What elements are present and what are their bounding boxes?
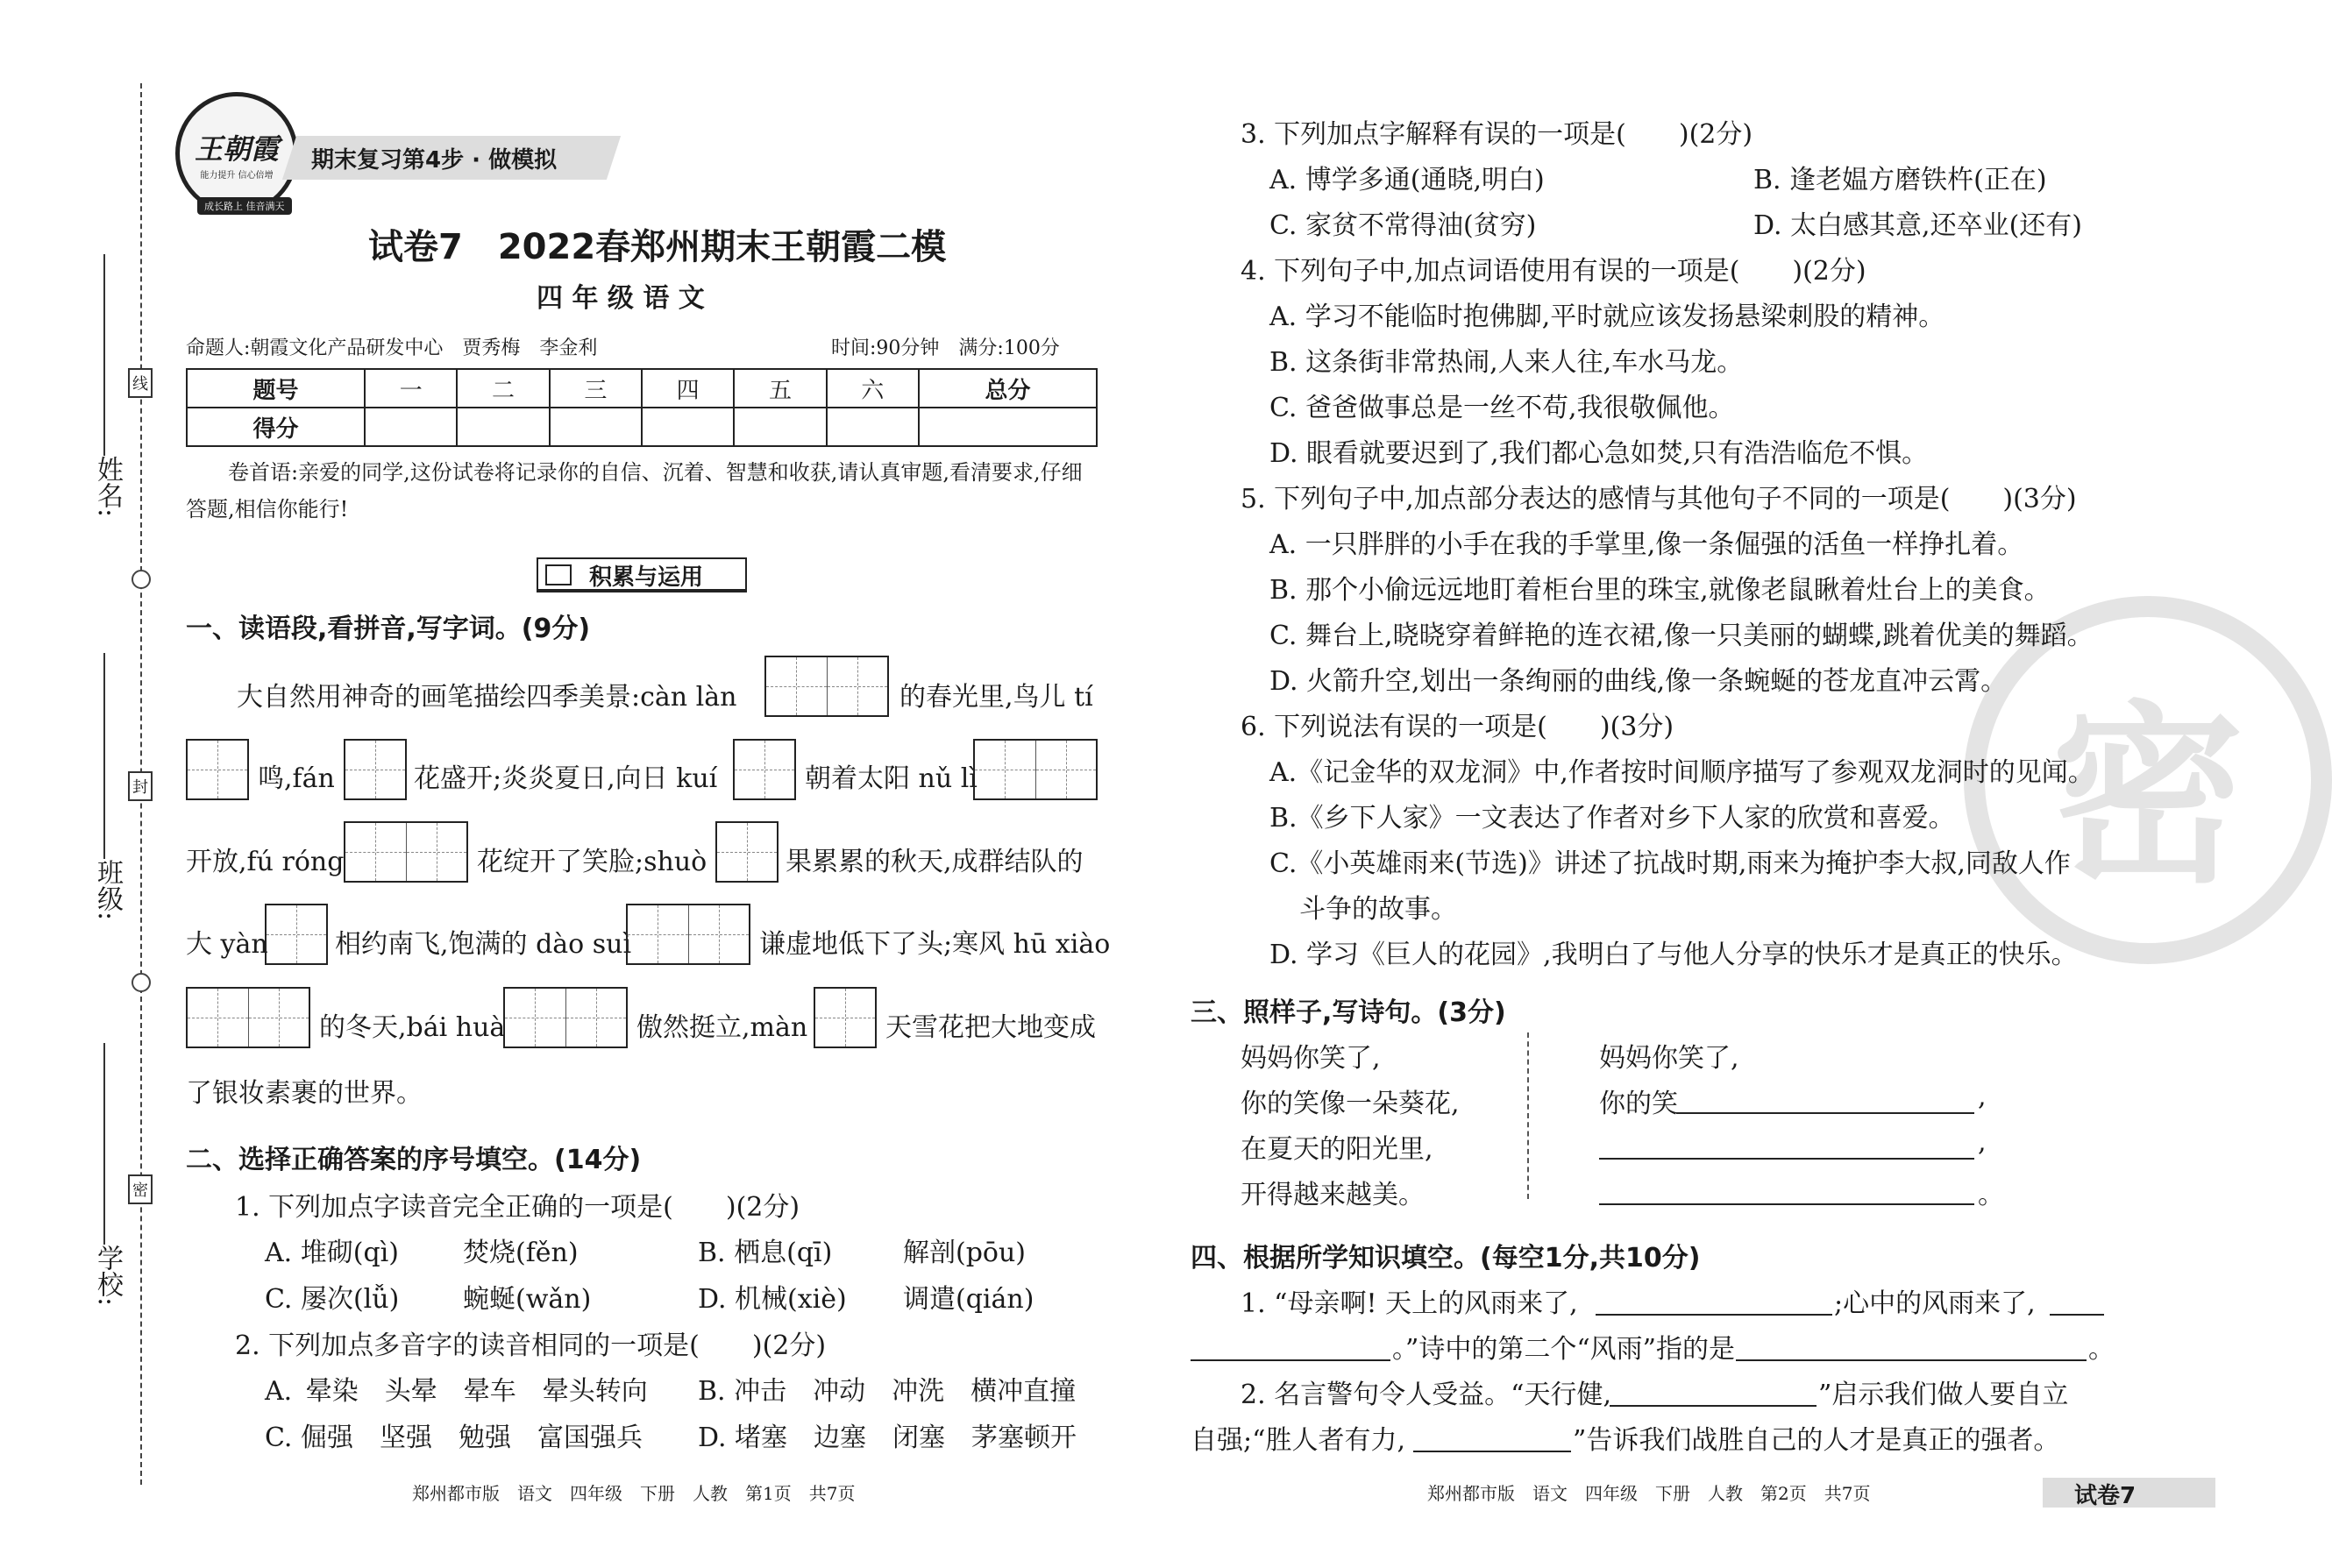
q4-line4a: 自强;“胜人者有力, [1191, 1425, 1405, 1456]
score-cell[interactable] [734, 408, 826, 446]
score-cell[interactable] [827, 408, 919, 446]
q3-poem-line2: 你的笑像一朵葵花, [1241, 1089, 1460, 1119]
q2-s1-d1: D. 机械(xiè) [698, 1284, 847, 1315]
q3-poem-line3: 在夏天的阳光里, [1241, 1134, 1433, 1165]
q2-s2-d: D. 堵塞 边塞 闭塞 茅塞顿开 [698, 1423, 1077, 1453]
logo-sub: 能力提升 信心倍增 [200, 170, 274, 181]
answer-grid[interactable] [626, 904, 750, 965]
school-field-line [103, 1043, 105, 1245]
confidential-watermark: 密 [1964, 596, 2332, 964]
score-header: 三 [550, 369, 642, 408]
q1-line6: 了银妆素裹的世界。 [186, 1078, 423, 1109]
q2-s6: 6. 下列说法有误的一项是( )(3分) [1241, 712, 1674, 742]
q2-s1: 1. 下列加点字读音完全正确的一项是( )(2分) [235, 1192, 800, 1223]
binding-hole-icon [132, 570, 151, 589]
q2-s3: 3. 下列加点字解释有误的一项是( )(2分) [1241, 119, 1753, 150]
intro-text: 卷首语:亲爱的同学,这份试卷将记录你的自信、沉着、智慧和收获,请认真审题,看清要求,仔细答题,相信你能行! [186, 460, 1083, 521]
q2-s1-b1: B. 栖息(qī) [698, 1238, 833, 1268]
q2-s1-c2: 蜿蜒(wǎn) [463, 1284, 592, 1315]
q2-s1-a2: 焚烧(fěn) [463, 1238, 579, 1268]
score-header: 五 [734, 369, 826, 408]
q2-s6-a: A.《记金华的双龙洞》中,作者按时间顺序描写了参观双龙洞时的见闻。 [1269, 757, 2094, 788]
answer-grid[interactable] [503, 987, 628, 1048]
authors: 命题人:朝霞文化产品研发中心 贾秀梅 李金利 [186, 337, 598, 359]
logo-text: 王朝霞 [194, 131, 279, 166]
page-subtitle: 四 年 级 语 文 [537, 283, 705, 314]
answer-grid[interactable] [814, 987, 877, 1048]
score-cell[interactable] [919, 408, 1097, 446]
q4-blank[interactable] [1191, 1330, 1390, 1361]
q4-line1b: ;心中的风雨来了, [1834, 1288, 2036, 1319]
q2-s2-b: B. 冲击 冲动 冲洗 横冲直撞 [698, 1376, 1077, 1407]
q1-line1b: 的春光里,鸟儿 tí [899, 682, 1093, 713]
score-header: 总分 [919, 369, 1097, 408]
q2-s1-b2: 解剖(pōu) [903, 1238, 1026, 1268]
q2-s5-a: A. 一只胖胖的小手在我的手掌里,像一条倔强的活鱼一样挣扎着。 [1269, 529, 2024, 560]
q3-comma: , [1978, 1082, 1987, 1112]
score-header: 一 [365, 369, 457, 408]
q2-s6-d: D. 学习《巨人的花园》,我明白了与他人分享的快乐才是真正的快乐。 [1269, 940, 2078, 970]
q2-s5: 5. 下列句子中,加点部分表达的感情与其他句子不同的一项是( )(3分) [1241, 484, 2077, 514]
q2-s1-c1: C. 屡次(lǚ) [265, 1284, 400, 1315]
answer-grid[interactable] [764, 656, 889, 717]
q2-s4-d: D. 眼看就要迟到了,我们都心急如焚,只有浩浩临危不惧。 [1269, 438, 1929, 469]
q2-s5-c: C. 舞台上,晓晓穿着鲜艳的连衣裙,像一只美丽的蝴蝶,跳着优美的舞蹈。 [1269, 621, 2094, 651]
q3-poem-line1: 妈妈你笑了, [1241, 1043, 1381, 1074]
school-label: 学校: [92, 1245, 123, 1307]
q4-line4b: ”告诉我们战胜自己的人才是真正的强者。 [1573, 1425, 2060, 1456]
answer-grid[interactable] [186, 987, 310, 1048]
name-field-line [103, 254, 105, 456]
footer-left: 郑州都市版 语文 四年级 下册 人教 第1页 共7页 [412, 1483, 856, 1504]
q1-line3c: 果累累的秋天,成群结队的 [786, 847, 1084, 877]
q1-line4b: 相约南飞,饱满的 dào suì [335, 929, 632, 960]
q2-s3-c: C. 家贫不常得油(贫穷) [1269, 210, 1537, 241]
q4-blank[interactable] [2050, 1285, 2104, 1316]
answer-grid[interactable] [344, 739, 407, 800]
q2-s4: 4. 下列句子中,加点词语使用有误的一项是( )(2分) [1241, 256, 1866, 287]
q1-heading: 一、读语段,看拼音,写字词。(9分) [186, 614, 591, 644]
q3-answer-blank[interactable] [1599, 1129, 1974, 1160]
q2-s2-c: C. 倔强 坚强 勉强 富国强兵 [265, 1423, 643, 1453]
q4-line2b: 。 [2088, 1334, 2115, 1365]
q2-s5-b: B. 那个小偷远远地盯着柜台里的珠宝,就像老鼠瞅着灶台上的美食。 [1269, 575, 2051, 606]
q3-answer-blank[interactable] [1599, 1174, 1974, 1205]
q1-line5c: 天雪花把大地变成 [885, 1012, 1096, 1043]
q4-line2a: 。”诗中的第二个“风雨”指的是 [1392, 1334, 1736, 1365]
q3-poem-line4: 开得越来越美。 [1241, 1180, 1425, 1210]
q4-heading: 四、根据所学知识填空。(每空1分,共10分) [1191, 1243, 1701, 1274]
q4-line1a: 1. “母亲啊! 天上的风雨来了, [1241, 1288, 1578, 1319]
exam-time: 时间:90分钟 满分:100分 [831, 337, 1060, 359]
q2-s5-d: D. 火箭升空,划出一条绚丽的曲线,像一条蜿蜒的苍龙直冲云霄。 [1269, 666, 2008, 697]
score-cell[interactable] [550, 408, 642, 446]
q4-line3b: ”启示我们做人要自立 [1818, 1380, 2069, 1410]
answer-grid[interactable] [265, 904, 328, 965]
footer-badge: 试卷7 [2074, 1483, 2136, 1509]
cut-mark-feng: 封 [128, 771, 153, 801]
cut-mark-mi: 密 [128, 1174, 153, 1204]
q2-s3-b: B. 逢老媪方磨铁杵(正在) [1753, 165, 2047, 195]
q3-answer-blank[interactable] [1676, 1083, 1974, 1114]
q2-heading: 二、选择正确答案的序号填空。(14分) [186, 1145, 642, 1175]
q2-s6-c2: 斗争的故事。 [1299, 894, 1457, 925]
q4-line3a: 2. 名言警句令人受益。“天行健, [1241, 1380, 1612, 1410]
q1-line2c: 朝着太阳 nǔ lì [805, 763, 978, 794]
footer-right: 郑州都市版 语文 四年级 下册 人教 第2页 共7页 [1427, 1483, 1871, 1504]
q3-comma: , [1978, 1127, 1987, 1158]
q2-s4-b: B. 这条街非常热闹,人来人往,车水马龙。 [1269, 347, 1744, 378]
q2-s6-c1: C.《小英雄雨来(节选)》讲述了抗战时期,雨来为掩护李大叔,同敌人作 [1269, 848, 2071, 879]
name-label: 姓名: [92, 456, 123, 518]
binding-hole-icon [132, 973, 151, 992]
q2-s4-a: A. 学习不能临时抱佛脚,平时就应该发扬悬梁刺股的精神。 [1269, 302, 1945, 332]
score-header: 题号 [187, 369, 365, 408]
section-tag: 积累与运用 [589, 564, 704, 591]
cut-mark-xian: 线 [128, 368, 153, 398]
logo-ribbon: 成长路上 佳音满天 [197, 197, 292, 215]
q2-s6-b: B.《乡下人家》一文表达了作者对乡下人家的欣赏和喜爱。 [1269, 803, 1955, 834]
class-field-line [103, 653, 105, 859]
q4-blank[interactable] [1413, 1422, 1571, 1452]
q3-heading: 三、照样子,写诗句。(3分) [1191, 997, 1506, 1028]
score-table [186, 368, 1098, 447]
q2-s1-a1: A. 堆砌(qì) [265, 1238, 399, 1268]
score-header: 四 [642, 369, 734, 408]
answer-grid[interactable] [733, 739, 796, 800]
q2-s4-c: C. 爸爸做事总是一丝不苟,我很敬佩他。 [1269, 393, 1735, 423]
page-title: 试卷7 2022春郑州期末王朝霞二模 [368, 227, 947, 267]
q1-line3a: 开放,fú róng [186, 847, 345, 877]
q2-s3-a: A. 博学多通(通晓,明白) [1269, 165, 1545, 195]
q2-s2: 2. 下列加点多音字的读音相同的一项是( )(2分) [235, 1330, 827, 1361]
q2-s1-d2: 调遣(qián) [903, 1284, 1034, 1315]
score-header: 二 [457, 369, 549, 408]
q1-line5b: 傲然挺立,màn [636, 1012, 808, 1043]
q3-answer-line2: 你的笑 [1599, 1089, 1678, 1119]
score-cell[interactable] [642, 408, 734, 446]
q4-blank[interactable] [1610, 1376, 1817, 1407]
q1-line4c: 谦虚地低下了头;寒风 hū xiào [759, 929, 1111, 960]
answer-grid[interactable] [344, 821, 468, 883]
banner-text: 期末复习第4步 · 做模拟 [311, 147, 558, 174]
answer-grid[interactable] [973, 739, 1098, 800]
q1-line2b: 花盛开;炎炎夏日,向日 kuí [414, 763, 718, 794]
pencil-icon [545, 564, 572, 585]
brand-logo [175, 92, 298, 215]
poem-divider [1527, 1032, 1529, 1199]
q2-s3-d: D. 太白感其意,还卒业(还有) [1753, 210, 2082, 241]
q1-line3b: 花绽开了笑脸;shuò [477, 847, 707, 877]
score-row-label: 得分 [187, 408, 365, 446]
answer-grid[interactable] [715, 821, 779, 883]
q1-line2a: 鸣,fán [258, 763, 335, 794]
score-cell[interactable] [365, 408, 457, 446]
q3-period: 。 [1978, 1180, 2004, 1210]
q2-s2-a: A. 晕染 头晕 晕车 晕头转向 [265, 1376, 648, 1407]
q3-answer-line1: 妈妈你笑了, [1599, 1043, 1739, 1074]
score-header: 六 [827, 369, 919, 408]
class-label: 班级: [92, 859, 123, 921]
q4-blank[interactable] [1736, 1330, 2087, 1361]
q1-line4a: 大 yàn [186, 929, 268, 960]
q1-line1: 大自然用神奇的画笔描绘四季美景:càn làn [237, 682, 737, 713]
q1-line5a: 的冬天,bái huà [319, 1012, 506, 1043]
score-cell[interactable] [457, 408, 549, 446]
q4-blank[interactable] [1596, 1285, 1832, 1316]
answer-grid[interactable] [186, 739, 249, 800]
